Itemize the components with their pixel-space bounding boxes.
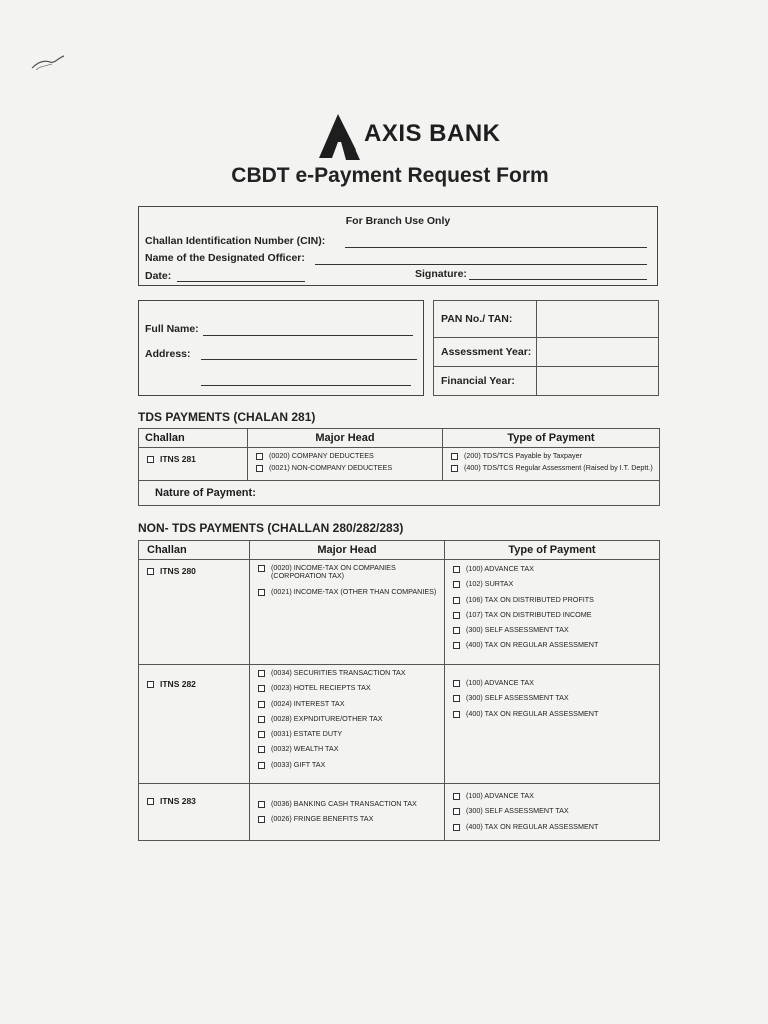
signature-field[interactable]: [469, 279, 647, 280]
nature-of-payment-label[interactable]: Nature of Payment:: [155, 486, 256, 499]
challan-itns-282[interactable]: ITNS 282: [139, 665, 249, 689]
payment-type-option[interactable]: (300) SELF ASSESSMENT TAX: [453, 694, 653, 702]
payment-type-option[interactable]: (100) ADVANCE TAX: [453, 679, 653, 687]
pan-year-table: [433, 300, 659, 396]
checkbox-icon[interactable]: [147, 798, 154, 805]
form-title: CBDT e-Payment Request Form: [231, 164, 549, 187]
officer-label: Name of the Designated Officer:: [145, 252, 305, 264]
checkbox-icon[interactable]: [147, 568, 154, 575]
tds-payment-type-option[interactable]: (200) TDS/TCS Payable by Taxpayer: [451, 452, 653, 460]
payment-type-option[interactable]: (300) SELF ASSESSMENT TAX: [453, 807, 653, 815]
axis-bank-logo-icon: [316, 112, 360, 162]
pan-label: PAN No./ TAN:: [441, 313, 513, 325]
tds-challan-itns-281[interactable]: ITNS 281: [139, 448, 247, 464]
major-head-option[interactable]: (0024) INTEREST TAX: [258, 700, 438, 708]
signature-label: Signature:: [415, 268, 467, 280]
payment-type-option[interactable]: (102) SURTAX: [453, 580, 653, 588]
major-head-option[interactable]: (0023) HOTEL RECIEPTS TAX: [258, 684, 438, 692]
payment-type-option[interactable]: (400) TAX ON REGULAR ASSESSMENT: [453, 641, 653, 649]
officer-field[interactable]: [315, 264, 647, 265]
branch-use-box: [138, 206, 658, 286]
major-head-option[interactable]: (0026) FRINGE BENEFITS TAX: [258, 815, 438, 823]
cin-label: Challan Identification Number (CIN):: [145, 235, 326, 247]
challan-itns-280[interactable]: ITNS 280: [139, 560, 249, 576]
financial-year-label: Financial Year:: [441, 375, 515, 387]
checkbox-icon[interactable]: [258, 716, 265, 723]
major-head-option[interactable]: (0021) INCOME-TAX (OTHER THAN COMPANIES): [258, 588, 438, 596]
checkbox-icon[interactable]: [453, 581, 460, 588]
checkbox-icon[interactable]: [256, 465, 263, 472]
payment-type-option[interactable]: (106) TAX ON DISTRIBUTED PROFITS: [453, 596, 653, 604]
tds-major-head-option[interactable]: (0020) COMPANY DEDUCTEES: [256, 452, 436, 460]
challan-itns-283[interactable]: ITNS 283: [139, 784, 249, 806]
financial-year-field[interactable]: [537, 367, 659, 396]
address-field-line-1[interactable]: [201, 359, 417, 360]
taxpayer-details-box: [138, 300, 424, 396]
major-head-option[interactable]: (0032) WEALTH TAX: [258, 745, 438, 753]
table-row: [139, 784, 660, 841]
major-head-option[interactable]: (0031) ESTATE DUTY: [258, 730, 438, 738]
pen-mark-icon: [30, 52, 70, 76]
checkbox-icon[interactable]: [258, 746, 265, 753]
major-head-option[interactable]: (0028) EXPNDITURE/OTHER TAX: [258, 715, 438, 723]
date-field[interactable]: [177, 281, 305, 282]
tds-header-challan: Challan: [139, 429, 248, 448]
assessment-year-label: Assessment Year:: [441, 346, 532, 358]
checkbox-icon[interactable]: [258, 565, 265, 572]
checkbox-icon[interactable]: [258, 816, 265, 823]
table-row: [139, 665, 660, 784]
date-label: Date:: [145, 270, 172, 282]
tds-header-major-head: Major Head: [248, 429, 443, 448]
full-name-label: Full Name:: [145, 323, 199, 335]
tds-section-title: TDS PAYMENTS (CHALAN 281): [138, 410, 316, 424]
checkbox-icon[interactable]: [451, 453, 458, 460]
checkbox-icon[interactable]: [453, 824, 460, 831]
checkbox-icon[interactable]: [453, 612, 460, 619]
branch-use-title: For Branch Use Only: [345, 215, 451, 227]
checkbox-icon[interactable]: [453, 566, 460, 573]
checkbox-icon[interactable]: [453, 711, 460, 718]
payment-type-option[interactable]: (107) TAX ON DISTRIBUTED INCOME: [453, 611, 653, 619]
major-head-option[interactable]: (0033) GIFT TAX: [258, 761, 438, 769]
payment-type-option[interactable]: (100) ADVANCE TAX: [453, 792, 653, 800]
tds-major-head-option[interactable]: (0021) NON-COMPANY DEDUCTEES: [256, 464, 436, 472]
non-tds-header-type-of-payment: Type of Payment: [445, 541, 660, 560]
non-tds-header-major-head: Major Head: [250, 541, 445, 560]
table-row: [139, 560, 660, 665]
address-label: Address:: [145, 348, 191, 360]
checkbox-icon[interactable]: [453, 808, 460, 815]
tds-header-type-of-payment: Type of Payment: [443, 429, 660, 448]
checkbox-icon[interactable]: [453, 627, 460, 634]
full-name-field[interactable]: [203, 335, 413, 336]
checkbox-icon[interactable]: [453, 695, 460, 702]
non-tds-section-title: NON- TDS PAYMENTS (CHALLAN 280/282/283): [138, 521, 404, 535]
non-tds-table: [138, 540, 660, 841]
checkbox-icon[interactable]: [258, 801, 265, 808]
major-head-option[interactable]: (0036) BANKING CASH TRANSACTION TAX: [258, 800, 438, 808]
pan-field[interactable]: [537, 301, 659, 338]
tds-table: [138, 428, 660, 506]
payment-type-option[interactable]: (300) SELF ASSESSMENT TAX: [453, 626, 653, 634]
checkbox-icon[interactable]: [256, 453, 263, 460]
checkbox-icon[interactable]: [258, 589, 265, 596]
tds-payment-type-option[interactable]: (400) TDS/TCS Regular Assessment (Raised by I.T. Deptt.): [451, 464, 653, 472]
payment-type-option[interactable]: (400) TAX ON REGULAR ASSESSMENT: [453, 710, 653, 718]
payment-type-option[interactable]: (100) ADVANCE TAX: [453, 565, 653, 573]
checkbox-icon[interactable]: [453, 680, 460, 687]
assessment-year-field[interactable]: [537, 338, 659, 367]
checkbox-icon[interactable]: [453, 642, 460, 649]
checkbox-icon[interactable]: [147, 456, 154, 463]
checkbox-icon[interactable]: [147, 681, 154, 688]
checkbox-icon[interactable]: [258, 701, 265, 708]
checkbox-icon[interactable]: [258, 670, 265, 677]
cin-field[interactable]: [345, 247, 647, 248]
major-head-option[interactable]: (0020) INCOME-TAX ON COMPANIES (CORPORATION TAX): [258, 564, 408, 581]
checkbox-icon[interactable]: [258, 685, 265, 692]
checkbox-icon[interactable]: [258, 731, 265, 738]
payment-type-option[interactable]: (400) TAX ON REGULAR ASSESSMENT: [453, 823, 653, 831]
bank-name: AXIS BANK: [364, 120, 501, 147]
major-head-option[interactable]: (0034) SECURITIES TRANSACTION TAX: [258, 669, 438, 677]
checkbox-icon[interactable]: [258, 762, 265, 769]
address-field-line-2[interactable]: [201, 385, 411, 386]
checkbox-icon[interactable]: [451, 465, 458, 472]
checkbox-icon[interactable]: [453, 793, 460, 800]
non-tds-header-challan: Challan: [139, 541, 250, 560]
checkbox-icon[interactable]: [453, 597, 460, 604]
